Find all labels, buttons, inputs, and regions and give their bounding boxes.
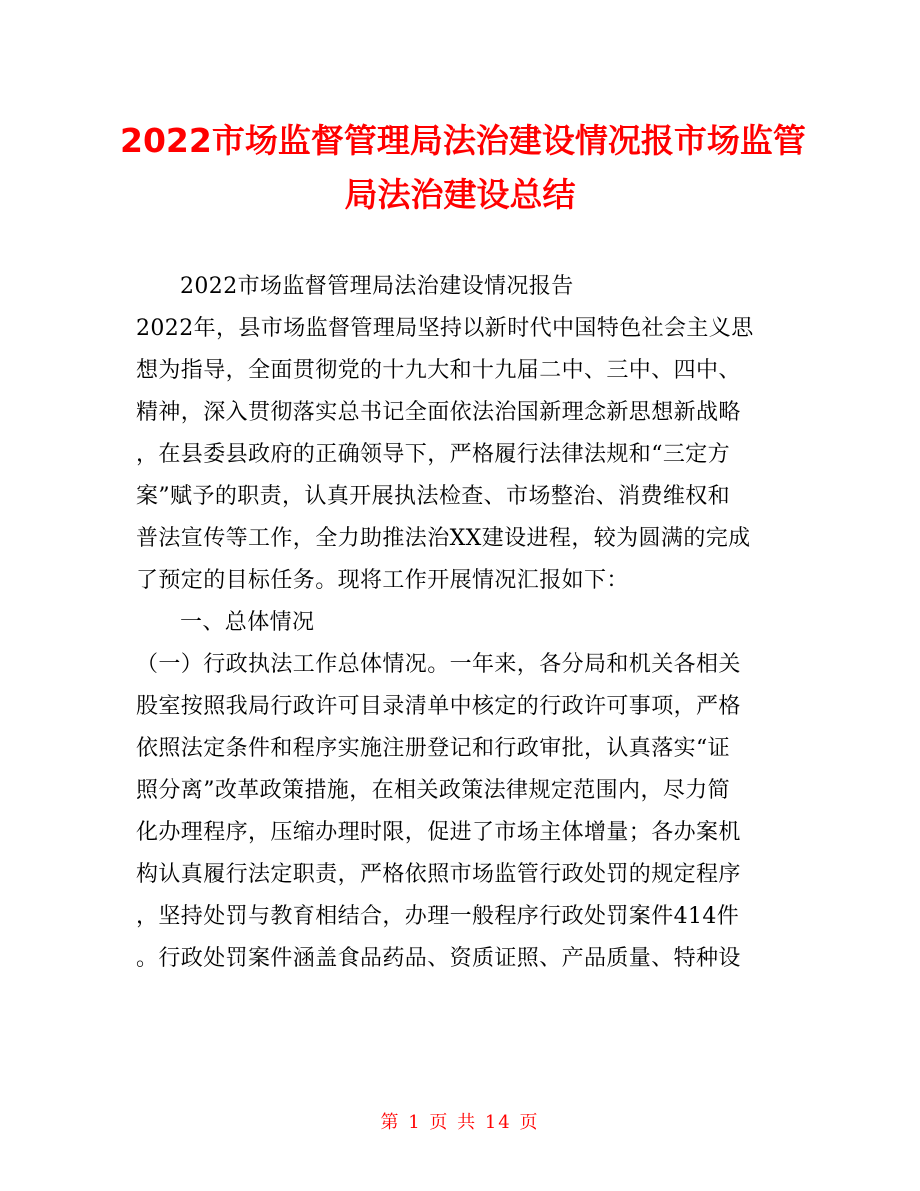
page-footer: 第 1 页 共 14 页: [380, 1112, 540, 1133]
document-body: [136, 266, 796, 980]
paragraph-line: 依照法定条件和程序实施注册登记和行政审批，认真落实“证: [136, 736, 731, 761]
paragraph-line: 股室按照我局行政许可目录清单中核定的行政许可事项，严格: [136, 694, 741, 719]
paragraph-line: 想为指导，全面贯彻党的十九大和十九届二中、三中、四中、: [136, 358, 741, 383]
paragraph-line: ，坚持处罚与教育相结合，办理一般程序行政处罚案件414件: [136, 904, 740, 929]
paragraph-line: 构认真履行法定职责，严格依照市场监管行政处罚的规定程序: [136, 862, 741, 887]
paragraph-line: 2022年，县市场监督管理局坚持以新时代中国特色社会主义思: [136, 316, 754, 341]
paragraph-line: （一）行政执法工作总体情况。一年来，各分局和机关各相关: [136, 652, 741, 677]
paragraph-line: 普法宣传等工作，全力助推法治XX建设进程，较为圆满的完成: [136, 526, 751, 551]
document-title: [120, 114, 806, 222]
title-line-2: 局法治建设总结: [344, 175, 576, 214]
paragraph-line: 照分离”改革政策措施，在相关政策法律规定范围内，尽力简: [136, 778, 731, 803]
paragraph-line: 精神，深入贯彻落实总书记全面依法治国新理念新思想新战略: [136, 400, 741, 425]
report-subtitle: 2022市场监督管理局法治建设情况报告: [180, 274, 574, 299]
section-heading: 一、总体情况: [180, 610, 315, 635]
title-line-1: 2022市场监督管理局法治建设情况报市场监管: [120, 121, 806, 160]
paragraph-line: 了预定的目标任务。现将工作开展情况汇报如下：: [136, 568, 629, 593]
paragraph-line: ，在县委县政府的正确领导下，严格履行法律法规和“三定方: [136, 442, 731, 467]
paragraph-line: 化办理程序，压缩办理时限，促进了市场主体增量；各办案机: [136, 820, 741, 845]
paragraph-line: 案”赋予的职责，认真开展执法检查、市场整治、消费维权和: [136, 484, 731, 509]
paragraph-line: 。行政处罚案件涵盖食品药品、资质证照、产品质量、特种设: [136, 946, 741, 971]
